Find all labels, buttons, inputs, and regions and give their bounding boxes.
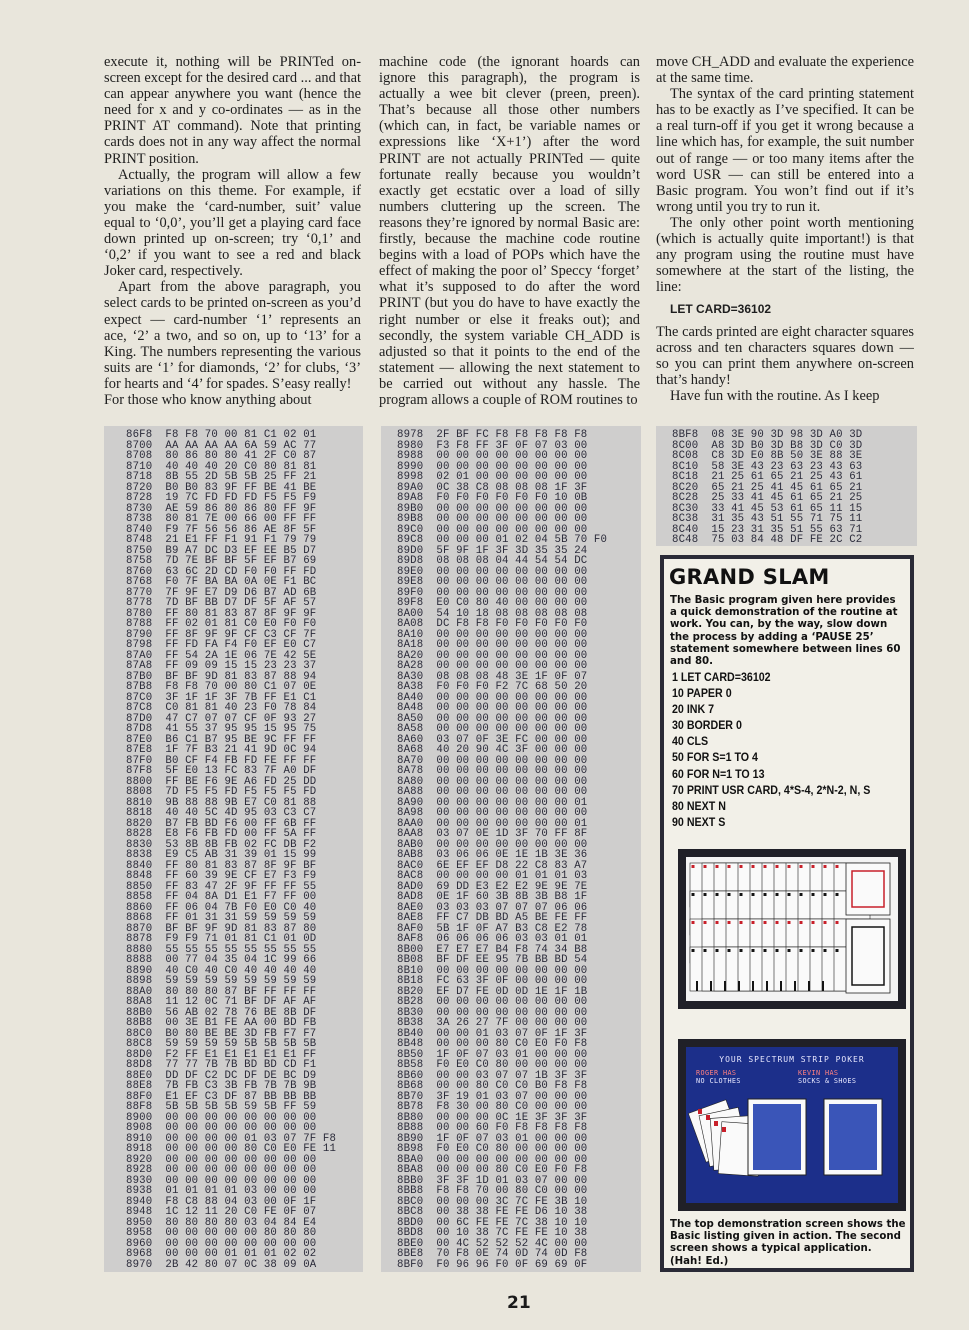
spade-mark: [794, 981, 796, 991]
hex-line: 8C08 C8 3D E0 8B 50 3E 88 3E: [672, 450, 863, 462]
panel-caption: The top demonstration screen shows the Basic listing given in action. The second screen shows a typical application. (Hah! Ed.): [670, 1219, 906, 1267]
card-pip: [716, 865, 719, 868]
hex-line: 8A80 00 00 00 00 00 00 00 00: [397, 775, 588, 788]
card-pip: [704, 893, 707, 896]
card-pip: [716, 921, 719, 924]
article-paragraph: For those who know anything about: [104, 391, 312, 408]
hex-line: 8B30 00 00 00 00 00 00 00 00: [397, 1006, 588, 1019]
hex-line: 8B40 00 00 01 03 07 0F 1F 3F: [397, 1027, 588, 1040]
hex-line: 8A20 00 00 00 00 00 00 00 00: [397, 649, 588, 662]
card-pip: [824, 893, 827, 896]
card-pip: [788, 921, 791, 924]
card-pip: [692, 865, 695, 868]
card-pip: [716, 893, 719, 896]
hex-line: 8810 9B 88 88 9B E7 C0 81 88: [126, 796, 317, 809]
article-paragraph: move CH_ADD and evaluate the experience at the same time.: [656, 54, 914, 87]
hex-line: 88B0 56 AB 02 78 76 BE 8B DF: [126, 1006, 317, 1019]
hex-line: 8A98 00 00 00 00 00 00 00 00: [397, 807, 588, 819]
hex-line: 8778 7D BF BB D7 DF 5F AF 57: [126, 597, 317, 609]
hex-line: 88E0 DD DF C2 DC DF DE BC D9: [126, 1069, 317, 1082]
hex-line: 8738 80 81 7E 00 66 00 FF FF: [126, 513, 317, 525]
hex-line: 8900 00 00 00 00 00 00 00 00: [126, 1111, 317, 1124]
strip-poker-title: YOUR SPECTRUM STRIP POKER: [719, 1055, 865, 1064]
hex-line: 8BD8 00 10 38 7C FE FE 10 38: [397, 1227, 588, 1239]
grand-slam-panel: [660, 555, 914, 1272]
hex-line: 8788 FF 02 01 81 C0 E0 F0 F0: [126, 618, 317, 630]
card-pip: [716, 949, 719, 952]
hex-line: 8B28 00 00 00 00 00 00 00 00: [397, 996, 588, 1008]
card-demo-screen-inner: [686, 857, 898, 1001]
listing-line: 30 BORDER 0: [672, 718, 742, 733]
card-pip: [788, 949, 791, 952]
card-pip: [740, 949, 743, 952]
hex-line: 8740 F9 7F 56 56 86 AE 8F 5F: [126, 523, 317, 536]
hex-line: 8728 19 7C FD FD FD F5 F5 F9: [126, 492, 317, 504]
hex-line: 88C0 B0 80 BE BE 3D FB F7 F7: [126, 1027, 317, 1040]
hex-line: 8870 BF BF 9F 9D 81 83 87 80: [126, 922, 317, 935]
hex-line: 8C38 31 35 43 51 55 71 75 11: [672, 513, 863, 525]
hex-line: 8AA8 03 07 0E 1D 3F 70 FF 8F: [397, 828, 588, 840]
hex-line: 8B48 00 00 00 80 C0 E0 F0 F8: [397, 1038, 588, 1050]
basic-listing: [672, 669, 870, 830]
hex-line: 8BC8 00 38 38 FE FE D6 10 38: [397, 1206, 588, 1218]
hex-line: 8B98 F0 E0 C0 80 00 00 00 00: [397, 1143, 588, 1155]
card-pip: [764, 921, 767, 924]
card-pip: [728, 865, 731, 868]
hex-line: 8860 FF 06 04 7B F0 E0 C0 40: [126, 901, 317, 914]
panel-intro: The Basic program given here provides a quick demonstration of the routine at work. You can, by the way, slow down the process by adding a ‘PAUSE 25’ statement somewhere between lines 60 and 80.: [670, 595, 901, 668]
hex-line: 8730 AE 59 86 80 86 80 FF 9F: [126, 502, 317, 515]
code-line: LET CARD=36102: [670, 302, 772, 317]
hex-line: 8AE8 FF C7 DB BD A5 BE FE FF: [397, 912, 588, 924]
card-pip: [776, 949, 779, 952]
hex-line: 87C0 3F 1F 1F 3F 7B FF E1 C1: [126, 691, 317, 704]
hex-line: 89E0 00 00 00 00 00 00 00 00: [397, 565, 588, 578]
article-paragraph: machine code (the ignorant hoards can ignore this paragraph), the program is actually a wee bit clever (preen, preen). That’s because all those other numbers (which can, in fact, be variable names or expressions like ‘X+1’) after the word PRINT are not actually PRINTed — quite fortunate really because you wouldn’t exactly get ecstatic over a load of silly numbers cluttering up the screen. The reasons they’re ignored by normal Basic are: firstly, because the machine code routine begins with a load of POPs which have the effect of making the poor ol’ Speccy ‘forget’ what it’s supposed to do after the word PRINT (but you do have to have exactly the right number or else it freaks out); and secondly, the system variable CH_ADD is adjusted so that it points to the end of the statement — allowing the next statement to be carried out without any hassle. The program allows a couple of ROM routines to: [379, 54, 640, 408]
hex-line: 8B10 00 00 00 00 00 00 00 00: [397, 964, 588, 977]
hex-line: 89F8 E0 C0 80 40 00 00 00 00: [397, 597, 588, 609]
hex-line: 8848 FF 60 39 9E CF E7 F3 F9: [126, 870, 317, 882]
article-paragraph: The syntax of the card printing statement has to be exactly as I’ve specified. It can be a real turn-off if you get it wrong because a line which has, for example, the suit number out of range — or too many items after the word USR — can still be entered into a Basic program. You won’t find out if it’s wrong until you try to run it.: [656, 86, 914, 215]
card-pip: [836, 893, 839, 896]
status-line: KEVIN HAS: [798, 1069, 839, 1077]
hex-line: 87F0 B0 CF F4 FB FD FE FF FF: [126, 754, 317, 767]
hex-line: 8718 8B 55 2D 5B 5B 25 FF 21: [126, 471, 317, 483]
hex-line: 8910 00 00 00 00 01 03 07 7F F8: [126, 1132, 337, 1145]
hex-line: 8970 2B 42 80 07 0C 38 09 0A: [126, 1258, 317, 1271]
card-pip: [776, 865, 779, 868]
hex-line: 8818 40 40 5C 4D 95 03 C3 C7: [126, 807, 317, 819]
hex-line: 89A8 F0 F0 F0 F0 F0 F0 10 0B: [397, 492, 588, 504]
hex-line: 8AC8 00 00 00 00 01 01 01 03: [397, 870, 588, 882]
listing-line: 20 INK 7: [672, 702, 715, 717]
hex-line: 8908 00 00 00 00 00 00 00 00: [126, 1122, 317, 1134]
spade-mark: [752, 981, 754, 991]
hex-line: 87D8 41 55 37 95 95 15 95 75: [126, 723, 317, 735]
hex-line: 8B50 1F 0F 07 03 01 00 00 00: [397, 1048, 588, 1061]
card-pip: [752, 949, 755, 952]
card-pip: [824, 865, 827, 868]
hex-line: 8890 40 C0 40 C0 40 40 40 40: [126, 964, 317, 977]
hex-line: 8B38 3A 26 27 7F 00 00 00 00: [397, 1017, 588, 1029]
hand-card-pip: [706, 1115, 710, 1120]
hex-line: 89B8 00 00 00 00 00 00 00 00: [397, 513, 588, 525]
card-pip: [704, 949, 707, 952]
hex-line: 8B00 E7 E7 E7 B4 F8 74 34 B8: [397, 943, 588, 956]
hex-line: 8710 40 40 40 20 C0 80 81 81: [126, 460, 317, 473]
hex-listing-1: [104, 426, 363, 1272]
hex-line: 8948 1C 12 11 20 C0 FE 0F 07: [126, 1206, 317, 1218]
status-line: SOCKS & SHOES: [798, 1077, 857, 1085]
hex-line: 87F8 5F E0 13 FC 83 7F A0 DF: [126, 765, 317, 777]
spade-mark: [780, 981, 782, 991]
card-pip: [704, 921, 707, 924]
hex-line: 8B90 1F 0F 07 03 01 00 00 00: [397, 1132, 588, 1145]
hex-line: 88A0 80 80 80 87 BF FF FF FF: [126, 985, 317, 998]
card-pip: [728, 893, 731, 896]
card-pip: [752, 893, 755, 896]
hex-line: 8A70 00 00 00 00 00 00 00 00: [397, 754, 588, 767]
card-pip: [812, 893, 815, 896]
hex-line: 8A08 DC F8 F8 F0 F0 F0 F0 F0: [397, 618, 588, 630]
hex-line: 89D0 5F 9F 1F 3F 3D 35 35 24: [397, 544, 588, 557]
article-column-3: [656, 54, 914, 417]
hex-line: 8920 00 00 00 00 00 00 00 00: [126, 1153, 317, 1166]
hand-card-pip: [714, 1121, 718, 1126]
hex-line: 8C30 33 41 45 53 61 65 11 15: [672, 502, 863, 515]
hex-lines: [656, 426, 917, 546]
hex-line: 8868 FF 01 31 31 59 59 59 59: [126, 912, 317, 924]
hex-line: 8B78 F8 30 00 80 C0 00 00 00: [397, 1101, 588, 1113]
hex-line: 8928 00 00 00 00 00 00 00 00: [126, 1164, 317, 1176]
listing-line: 10 PAPER 0: [672, 686, 732, 701]
hex-line: 8B68 00 00 80 C0 C0 B0 F8 F8: [397, 1080, 588, 1092]
card-pip: [788, 865, 791, 868]
hex-line: 8858 FF 04 8A D1 E1 F7 FF 00: [126, 891, 317, 903]
article-column-2: [379, 54, 640, 420]
hex-line: 8BD0 00 6C FE FE 7C 38 10 10: [397, 1216, 588, 1229]
hex-line: 87C8 C0 81 81 40 23 F0 78 84: [126, 702, 317, 714]
card-pip: [812, 949, 815, 952]
hex-line: 8758 7D 7E BF BF 5F EF B7 69: [126, 555, 317, 567]
hex-line: 8898 59 59 59 59 59 59 59 59: [126, 975, 317, 987]
hex-line: 8960 00 00 00 00 00 00 00 00: [126, 1237, 317, 1250]
hand-card-pip: [698, 1109, 702, 1114]
hex-line: 8800 FF BE F6 9E A6 FD 25 DD: [126, 775, 317, 788]
spade-mark: [766, 981, 768, 991]
spade-mark: [696, 981, 698, 991]
hex-line: 8808 7D F5 F5 FD F5 F5 F5 FD: [126, 786, 317, 798]
hex-line: 89A0 0C 38 C8 08 08 08 1F 3F: [397, 481, 588, 494]
hex-line: 8720 B0 B0 83 9F FF BE 41 BE: [126, 481, 317, 494]
card-pip: [764, 893, 767, 896]
listing-line: 80 NEXT N: [672, 798, 726, 813]
hex-line: 8C00 A8 3D B0 3D B8 3D C0 3D: [672, 439, 863, 452]
strip-poker-screen-inner: [686, 1047, 898, 1203]
card-pip: [836, 865, 839, 868]
hex-line: 88D0 F2 FF E1 E1 E1 E1 E1 FF: [126, 1048, 317, 1061]
status-line: NO CLOTHES: [696, 1077, 741, 1085]
hex-line: 8760 63 6C 2D CD F0 F0 FF FD: [126, 565, 317, 578]
hex-lines: [104, 426, 363, 1270]
hex-line: 8A90 00 00 00 00 00 00 00 01: [397, 796, 588, 809]
page-number: 21: [507, 1293, 531, 1313]
hex-line: 8B88 00 00 60 F0 F8 F8 F8 F8: [397, 1122, 588, 1134]
hex-line: 8798 FF FD FA F4 F0 EF E0 C7: [126, 639, 317, 651]
hex-line: 8A68 40 20 90 4C 3F 00 00 00: [397, 744, 588, 756]
hex-line: 8BE8 70 F8 0E 74 0D 74 0D F8: [397, 1248, 588, 1260]
hex-line: 88A8 11 12 0C 71 BF DF AF AF: [126, 996, 317, 1008]
listing-line: 60 FOR N=1 TO 13: [672, 766, 765, 781]
hex-line: 8978 2F BF FC F8 F8 F8 F8 F8: [397, 429, 588, 441]
hex-line: 8A00 54 10 18 08 08 08 08 08: [397, 607, 588, 620]
card-pip: [788, 893, 791, 896]
hex-line: 87E8 1F 7F B3 21 41 9D 0C 94: [126, 744, 317, 756]
article-paragraph: Apart from the above paragraph, you select cards to be printed on-screen as you’d expect — card-number ‘1’ represents an ace, ‘2’ a two, and so on, up to ‘13’ for a King. The numbers representing the various suits are ‘1’ for diamonds, ‘2’ for clubs, ‘3’ for hearts and ‘4’ for spades. S’easy really!: [104, 279, 361, 392]
listing-line: 70 PRINT USR CARD, 4*S-4, 2*N-2, N, S: [672, 782, 871, 797]
card-pip: [740, 893, 743, 896]
hex-line: 8B20 EF D7 FE 0D 0D 1E 1F 1B: [397, 985, 588, 998]
hex-line: 88C8 59 59 59 59 5B 5B 5B 5B: [126, 1038, 317, 1050]
hex-line: 8AF0 5B 1F 0F A7 B3 C8 E2 78: [397, 922, 588, 935]
hex-line: 89B0 00 00 00 00 00 00 00 00: [397, 502, 588, 515]
hex-line: 8A78 00 00 00 00 00 00 00 00: [397, 765, 588, 777]
player-kevin-status: [798, 1069, 856, 1085]
hex-line: 8AD8 0E 1F 60 3B 8B 3B B8 1F: [397, 891, 588, 903]
hex-line: 8AC0 6E EF EF D8 22 C8 83 A7: [397, 859, 588, 872]
card-pip: [764, 949, 767, 952]
hex-line: 8A60 03 07 0F 3E FC 00 00 00: [397, 733, 588, 746]
hex-line: 8BA0 00 00 00 00 00 00 00 00: [397, 1153, 588, 1166]
hex-line: 89D8 08 08 08 04 44 54 54 DC: [397, 555, 588, 567]
card-back-pattern: [753, 1104, 801, 1170]
hex-line: 8BC0 00 00 00 3C 7C FE 3B 10: [397, 1195, 588, 1208]
hex-listing-2: [381, 426, 641, 1272]
hex-line: 87D0 47 C7 07 07 CF 0F 93 27: [126, 712, 317, 725]
hex-line: 8C10 58 3E 43 23 63 23 43 63: [672, 460, 863, 473]
hex-line: 8C28 25 33 41 45 61 65 21 25: [672, 492, 863, 504]
hex-line: 8880 55 55 55 55 55 55 55 55: [126, 943, 317, 956]
hex-line: 8A48 00 00 00 00 00 00 00 00: [397, 702, 588, 714]
card-pip: [824, 921, 827, 924]
card-pip: [800, 949, 803, 952]
spade-mark: [710, 981, 712, 991]
hex-line: 8A58 00 00 00 00 00 00 00 00: [397, 723, 588, 735]
hex-line: 8828 E8 F6 FB FD 00 FF 5A FF: [126, 828, 317, 840]
hex-line: 8700 AA AA AA AA 6A 59 AC 77: [126, 439, 317, 452]
hex-line: 87A8 FF 09 09 15 15 23 23 37: [126, 660, 317, 672]
hex-line: 8B08 BF DF EE 95 7B BB BD 54: [397, 954, 588, 966]
hex-line: 8AE0 03 03 03 07 07 07 06 06: [397, 901, 588, 914]
hex-line: 8888 00 77 04 35 04 1C 99 66: [126, 954, 317, 966]
hex-line: 8A88 00 00 00 00 00 00 00 00: [397, 786, 588, 798]
card-pip: [752, 921, 755, 924]
card-demo-screen: [678, 849, 906, 1009]
hex-line: 86F8 F8 F8 70 00 81 C1 02 01: [126, 429, 317, 441]
listing-line: 1 LET CARD=36102: [672, 670, 771, 684]
card-pip: [692, 893, 695, 896]
card-pip: [812, 865, 815, 868]
article-paragraph: The cards printed are eight character squares across and ten characters squares down — so you can print them anywhere on-screen that’s handy!: [656, 323, 914, 388]
hex-line: 8B60 00 00 03 07 07 1B 3F 3F: [397, 1069, 588, 1082]
hex-line: 8C18 21 25 61 65 21 25 43 61: [672, 471, 863, 483]
hex-line: 8840 FF 80 81 83 87 8F 9F BF: [126, 859, 317, 872]
hex-line: 87A0 FF 54 2A 1E 06 7E 42 5E: [126, 649, 317, 662]
card-pip: [800, 921, 803, 924]
hex-line: 89C8 00 00 00 01 02 04 5B 70 F0: [397, 534, 608, 546]
article-paragraph: Actually, the program will allow a few variations on this theme. For example, if you make the ‘card-number, suit’ value equal to ‘0,0’, you’ll get a playing card face down printed up on-screen; try ‘0,1’ and ‘0,2’ if you want to see a red and black Joker card, respectively.: [104, 166, 361, 280]
hex-line: 8A10 00 00 00 00 00 00 00 00: [397, 628, 588, 641]
article-paragraph: execute it, nothing will be PRINTed on-screen except for the desired card ... and that can appear anywhere you want (hence the need for x and y co-ordinates — as in the PRINT AT command). Note that printing cards does not in any way affect the normal PRINT position.: [104, 54, 361, 167]
hex-lines: [381, 426, 641, 1270]
hex-line: 8930 00 00 00 00 00 00 00 00: [126, 1174, 317, 1187]
hex-line: 8770 7F 9F E7 D9 D6 B7 AD 6B: [126, 586, 317, 599]
hex-line: 8BB8 F8 F8 70 00 80 C0 00 00: [397, 1185, 588, 1197]
hex-line: 87B8 F8 F8 70 00 80 C1 07 0E: [126, 681, 317, 693]
status-line: ROGER HAS: [696, 1069, 737, 1077]
hex-line: 8AD0 69 DD E3 E2 E2 9E 9E 7E: [397, 880, 588, 893]
card-back-pattern: [829, 1104, 877, 1170]
card-pip: [800, 865, 803, 868]
hex-line: 8A28 00 00 00 00 00 00 00 00: [397, 660, 588, 672]
listing-line: 40 CLS: [672, 734, 709, 749]
hex-line: 8AF8 06 06 06 06 03 03 01 01: [397, 933, 588, 945]
card-pip: [728, 949, 731, 952]
hex-line: 87B0 BF BF 9D 81 83 87 88 94: [126, 670, 317, 683]
hex-line: 8938 01 01 01 01 03 00 00 00: [126, 1185, 317, 1197]
playing-cards-illustration: [686, 857, 898, 1001]
spade-mark: [724, 981, 726, 991]
hex-line: 8790 FF 8F 9F 9F CF C3 CF 7F: [126, 628, 317, 641]
hex-line: 8990 00 00 00 00 00 00 00 00: [397, 460, 588, 473]
hex-line: 8748 21 E1 FF F1 91 F1 79 79: [126, 534, 317, 546]
hex-line: 8940 F8 C8 88 04 03 00 0F 1F: [126, 1195, 317, 1208]
hex-line: 8708 80 86 80 80 41 2F C0 87: [126, 450, 317, 462]
grand-slam-panel-inner: [664, 559, 910, 1268]
hex-line: 8980 F3 F8 FF 3F 0F 07 03 00: [397, 439, 588, 452]
hex-line: 8A50 00 00 00 00 00 00 00 00: [397, 712, 588, 725]
hex-line: 8BF8 08 3E 90 3D 98 3D A0 3D: [672, 429, 863, 441]
hex-line: 8B58 F0 E0 C0 80 00 00 00 00: [397, 1059, 588, 1071]
hex-line: 8BB0 3F 3F 1D 01 03 07 00 00: [397, 1174, 588, 1187]
hex-line: 8988 00 00 00 00 00 00 00 00: [397, 450, 588, 462]
spade-mark: [822, 981, 824, 991]
article-column-1: [104, 54, 361, 426]
hex-line: 8A38 F0 F0 F0 F2 7C 68 50 20: [397, 681, 588, 693]
hex-line: 8850 FF 83 47 2F 9F FF FF 55: [126, 880, 317, 893]
hex-line: 8830 53 8B 8B FB 02 FC DB F2: [126, 838, 317, 851]
panel-title: GRAND SLAM: [669, 565, 830, 589]
hex-line: 88F8 5B 5B 5B 5B 59 5B FF 59: [126, 1101, 317, 1113]
hex-line: 8C20 65 21 25 41 45 61 65 21: [672, 481, 863, 494]
hex-line: 8BA8 00 00 00 80 C0 E0 F0 F8: [397, 1164, 588, 1176]
hex-line: 8BE0 00 4C 52 52 52 4C 00 00: [397, 1237, 588, 1250]
hex-line: 8B18 FC 63 3F 0F 00 00 00 00: [397, 975, 588, 987]
article-paragraph: Have fun with the routine. As I keep: [670, 387, 880, 404]
card-pip: [812, 921, 815, 924]
hex-line: 8A40 00 00 00 00 00 00 00 00: [397, 691, 588, 704]
hex-line: 8A30 08 08 08 48 3E 1F 0F 07: [397, 670, 588, 683]
hex-line: 88F0 E1 EF C3 DF 87 BB BB BB: [126, 1090, 317, 1103]
hex-line: 8950 80 80 80 80 03 04 84 E4: [126, 1216, 317, 1229]
hex-line: 89C0 00 00 00 00 00 00 00 00: [397, 523, 588, 536]
hex-line: 8C40 15 23 31 35 51 55 63 71: [672, 523, 863, 536]
listing-line: 90 NEXT S: [672, 814, 726, 829]
card-pip: [776, 893, 779, 896]
player-roger-status: [696, 1069, 741, 1085]
card-pip: [692, 949, 695, 952]
hex-listing-3: [656, 426, 917, 546]
card-pip: [728, 921, 731, 924]
hex-line: 8BF0 F0 96 96 F0 0F 69 69 0F: [397, 1258, 588, 1271]
spade-mark: [808, 981, 810, 991]
strip-poker-screen: [678, 1039, 906, 1211]
card-pip: [704, 865, 707, 868]
hex-line: 8768 F0 7F BA BA 0A 0E F1 BC: [126, 576, 317, 588]
card-pip: [764, 865, 767, 868]
hex-line: 8C48 75 03 84 48 DF FE 2C C2: [672, 534, 863, 546]
hex-line: 88B8 00 3E B1 FE AA 00 BD FB: [126, 1017, 317, 1029]
hex-line: 8B70 3F 19 01 03 07 00 00 00: [397, 1090, 588, 1103]
card-pip: [836, 949, 839, 952]
hex-line: 8998 02 01 00 00 00 00 00 00: [397, 471, 588, 483]
hex-line: 8918 00 00 00 00 80 C0 E0 FE 11: [126, 1143, 337, 1155]
card-pip: [740, 865, 743, 868]
card-pip: [752, 865, 755, 868]
hex-line: 8780 FF 80 81 83 87 8F 9F 9F: [126, 607, 317, 620]
hex-line: 88E8 7B FB C3 3B FB 7B 7B 9B: [126, 1080, 317, 1092]
hex-line: 8A18 00 00 00 00 00 00 00 00: [397, 639, 588, 651]
hex-line: 8820 B7 FB BD F6 00 FF 6B FF: [126, 817, 317, 830]
card-pip: [824, 949, 827, 952]
spade-mark: [738, 981, 740, 991]
hex-line: 8AB8 03 06 06 0E 1E 1B 3E 36: [397, 849, 588, 861]
hex-line: 89F0 00 00 00 00 00 00 00 00: [397, 586, 588, 599]
hex-line: 88D8 77 77 7B 7B BD BD CD F1: [126, 1059, 317, 1071]
hex-line: 89E8 00 00 00 00 00 00 00 00: [397, 576, 588, 588]
hex-line: 8B80 00 00 00 0C 1E 3F 3F 3F: [397, 1111, 588, 1124]
hex-line: 8AA0 00 00 00 00 00 00 00 01: [397, 817, 588, 830]
card-pip: [800, 893, 803, 896]
listing-line: 50 FOR S=1 TO 4: [672, 750, 758, 765]
hex-line: 8AB0 00 00 00 00 00 00 00 00: [397, 838, 588, 851]
hex-line: 8958 00 00 00 00 00 80 80 80: [126, 1227, 317, 1239]
article-paragraph: The only other point worth mentioning (which is actually quite important!) is that any program using the routine must have somewhere at the start of the listing, the line:: [656, 214, 914, 296]
hex-line: 8750 B9 A7 DC D3 EF EE B5 D7: [126, 544, 317, 557]
hex-line: 8968 00 00 00 01 01 01 02 02: [126, 1248, 317, 1260]
hex-line: 87E0 B6 C1 B7 95 BE 9C FF FF: [126, 733, 317, 746]
card-pip: [836, 921, 839, 924]
card-pip: [776, 921, 779, 924]
hex-line: 8838 E9 C5 AB 31 39 01 15 99: [126, 849, 317, 861]
hand-card-pip: [722, 1127, 726, 1132]
card-pip: [740, 921, 743, 924]
hex-line: 8878 F9 F9 71 01 81 C1 01 0D: [126, 933, 317, 945]
card-pip: [692, 921, 695, 924]
